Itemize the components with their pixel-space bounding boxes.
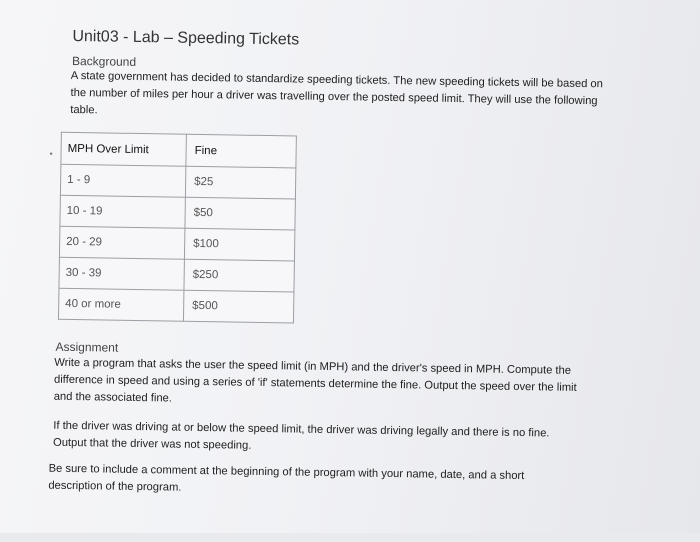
assignment-heading: Assignment [55, 339, 119, 355]
table-cell-mph: 40 or more [58, 288, 183, 321]
bullet-icon: • [49, 148, 53, 159]
fine-table [58, 132, 297, 324]
assignment-paragraph: Write a program that asks the user the speed limit (in MPH) and the driver's speed in MPH. Compute the difference in speed and using a series of 'if' statements determine the fine. Output the speed over the limit and the associated fine. [53, 356, 577, 405]
table-cell-fine: $25 [185, 166, 295, 199]
table-cell-fine: $50 [185, 197, 295, 230]
document-title: Unit03 - Lab – Speeding Tickets [72, 27, 300, 49]
background-heading: Background [71, 53, 137, 69]
column-header-fine: Fine [186, 134, 296, 168]
table-cell-mph: 30 - 39 [59, 257, 184, 290]
table-cell-fine: $100 [184, 228, 294, 261]
table-cell-fine: $250 [184, 259, 294, 292]
table-cell-mph: 1 - 9 [60, 164, 185, 197]
table-cell-mph: 10 - 19 [60, 195, 185, 228]
table-cell-mph: 20 - 29 [59, 226, 184, 259]
background-paragraph: A state government has decided to standardize speeding tickets. The new speeding tickets will be based on the number of miles per hour a driver was travelling over the posted speed limit. They will use the following table. [70, 69, 603, 117]
table-row [58, 288, 293, 323]
table-cell-fine: $500 [183, 290, 293, 323]
comment-paragraph: Be sure to include a comment at the beginning of the program with your name, date, and a short description of the program. [48, 462, 525, 494]
table-row [60, 164, 295, 199]
table-row [60, 195, 295, 230]
table-header-row [61, 132, 296, 168]
table-row [59, 226, 294, 261]
legal-paragraph: If the driver was driving at or below the speed limit, the driver was driving legally and there is no fine. Output that the driver was not speeding. [52, 419, 550, 452]
column-header-mph: MPH Over Limit [61, 132, 186, 166]
table-row [59, 257, 294, 292]
